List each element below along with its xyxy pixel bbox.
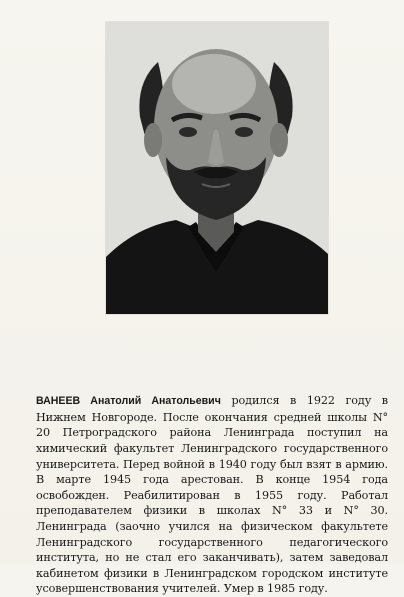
biography-text: родился в 1922 году в Нижнем Новгороде. После окончания средней школы N° 20 Петроградского района Ленинграда поступил на химический факультет Ленинградского государственного университета. Перед войной в 1940 году был взят в армию. В марте 1945 года арестован. В конце 1954 года освобожден. Реабилитирован в 1955 году. Работал преподавателем физики в школах N° 33 и N° 30. Ленинграда (заочно учился на физическом факультете Ленинградского государственного педагогического института, но не стал его заканчивать), затем заведовал кабинетом физики в Ленинградском городском институте усовершенствования учителей. Умер в 1985 году.	[36, 394, 388, 596]
biography-paragraph	[36, 393, 388, 597]
person-name: ВАНЕЕВ Анатолий Анатольевич	[36, 395, 221, 408]
portrait-photo	[106, 22, 328, 314]
portrait-image	[106, 22, 328, 314]
